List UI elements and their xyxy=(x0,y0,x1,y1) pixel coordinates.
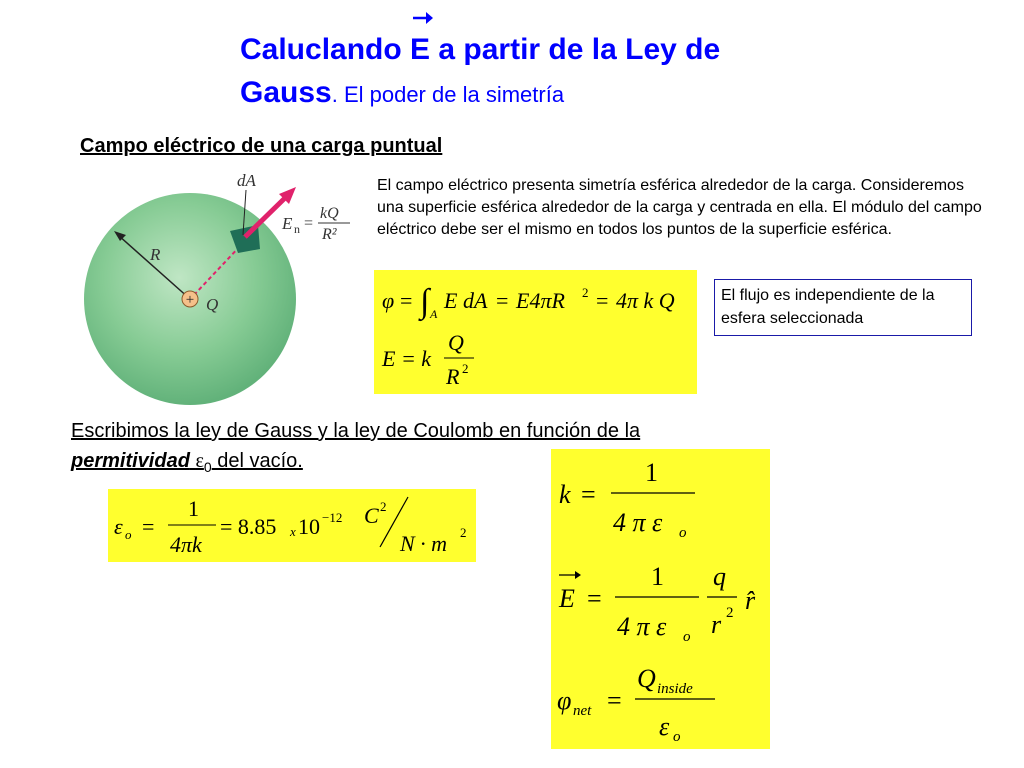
svg-text:=: = xyxy=(142,514,155,539)
svg-text:=: = xyxy=(496,288,509,313)
coulomb-equations xyxy=(551,449,770,749)
gauss-phi: φ xyxy=(557,686,572,715)
evec-q: q xyxy=(713,562,726,591)
gauss-eq: = xyxy=(607,686,622,715)
epsilon0-equation xyxy=(108,489,476,562)
eps0-exp: −12 xyxy=(322,510,343,525)
slide-title xyxy=(240,28,880,116)
eps0-unit-den-exp: 2 xyxy=(460,525,467,540)
label-equals: = xyxy=(304,215,314,232)
label-R: R xyxy=(150,245,161,264)
label-En-sub: n xyxy=(294,222,300,236)
eq-field-lhs: E = k xyxy=(382,346,432,371)
kdef-den: 4 π ε xyxy=(613,508,663,537)
gauss-den-sub: o xyxy=(673,729,681,745)
eps0-unit-num-exp: 2 xyxy=(380,499,387,514)
note-box: El flujo es independiente de la esfera seleccionada xyxy=(714,279,972,336)
sphere-figure xyxy=(80,165,370,410)
evec-lhs: E xyxy=(559,584,575,613)
title-subtitle: . El poder de la simetría xyxy=(331,82,565,107)
integral-sign: ∫ xyxy=(420,283,430,320)
eps0-eps: ε xyxy=(114,514,123,539)
epsilon-subscript: 0 xyxy=(203,459,212,475)
label-kQ: kQ xyxy=(320,205,339,222)
integral-sub: A xyxy=(430,307,438,321)
eps0-sub: o xyxy=(125,527,132,542)
eps0-den: 4πk xyxy=(170,532,202,557)
label-R2: R² xyxy=(322,226,337,243)
gauss-num-sub: inside xyxy=(657,681,693,697)
evec-den: 4 π ε xyxy=(617,612,667,641)
kdef-num: 1 xyxy=(645,458,658,487)
title-text-end: a partir de la Ley de xyxy=(430,33,721,66)
eps0-one: 1 xyxy=(188,496,199,521)
epsilon0-box xyxy=(108,489,476,562)
title-text-start: Caluclando xyxy=(240,33,411,66)
vector-arrow-icon xyxy=(412,8,434,24)
eq-field-num: Q xyxy=(448,330,464,355)
coulomb-equations-box xyxy=(551,449,770,749)
coulomb-heading-line1: Escribimos la ley de Gauss y la ley de Coulomb en función de la xyxy=(71,420,641,442)
eq-rhs: 4π k Q xyxy=(616,288,675,313)
label-Q: Q xyxy=(206,295,219,314)
title-gauss: Gauss xyxy=(240,76,332,109)
svg-text:=: = xyxy=(596,288,609,313)
eq-phi: φ xyxy=(382,288,395,313)
description-text: El campo eléctrico presenta simetría esférica alrededor de la carga. Consideremos una superficie esférica alrededor de la carga y centrada en ella. El módulo del campo eléctrico debe ser el mismo en todos los puntos de la superficie esférica. xyxy=(377,177,982,238)
flux-equation-box xyxy=(374,270,697,394)
eps0-times: x xyxy=(290,524,296,539)
kdef-eq: = xyxy=(581,480,596,509)
kdef-lhs: k xyxy=(559,480,571,509)
evec-r-exp: 2 xyxy=(726,605,734,621)
eq-field-sq: 2 xyxy=(462,361,469,376)
eq-EdA: E dA xyxy=(444,288,488,313)
epsilon-symbol: ε xyxy=(195,450,204,472)
evec-rhat: r̂ xyxy=(745,586,756,615)
label-dA: dA xyxy=(237,171,256,190)
evec-num: 1 xyxy=(651,562,664,591)
eps0-value: = 8.85 xyxy=(220,514,277,539)
permittivity-word: permitividad xyxy=(71,450,190,472)
eps0-unit-den: N · m xyxy=(400,531,448,556)
gauss-num: Q xyxy=(637,664,656,693)
section-heading: Campo eléctrico de una carga puntual xyxy=(80,135,443,157)
eq-field-den: R xyxy=(446,364,460,389)
eps0-ten: 10 xyxy=(298,514,320,539)
eq-equals: = xyxy=(400,288,413,313)
gauss-phi-sub: net xyxy=(573,703,592,719)
charge-sign: + xyxy=(185,292,195,308)
evec-den-sub: o xyxy=(683,629,691,645)
eq-E4piR: E4πR xyxy=(516,288,565,313)
flux-equations xyxy=(374,270,697,394)
eps0-unit-num: C xyxy=(364,503,379,528)
eq-sq: 2 xyxy=(582,285,589,300)
label-En: E xyxy=(282,214,293,233)
title-vector-e: E xyxy=(410,28,430,71)
gauss-den: ε xyxy=(659,712,670,741)
coulomb-heading-tail: del vacío. xyxy=(211,450,303,472)
evec-eq: = xyxy=(587,584,602,613)
kdef-den-sub: o xyxy=(679,525,687,541)
evec-r: r xyxy=(711,610,722,639)
